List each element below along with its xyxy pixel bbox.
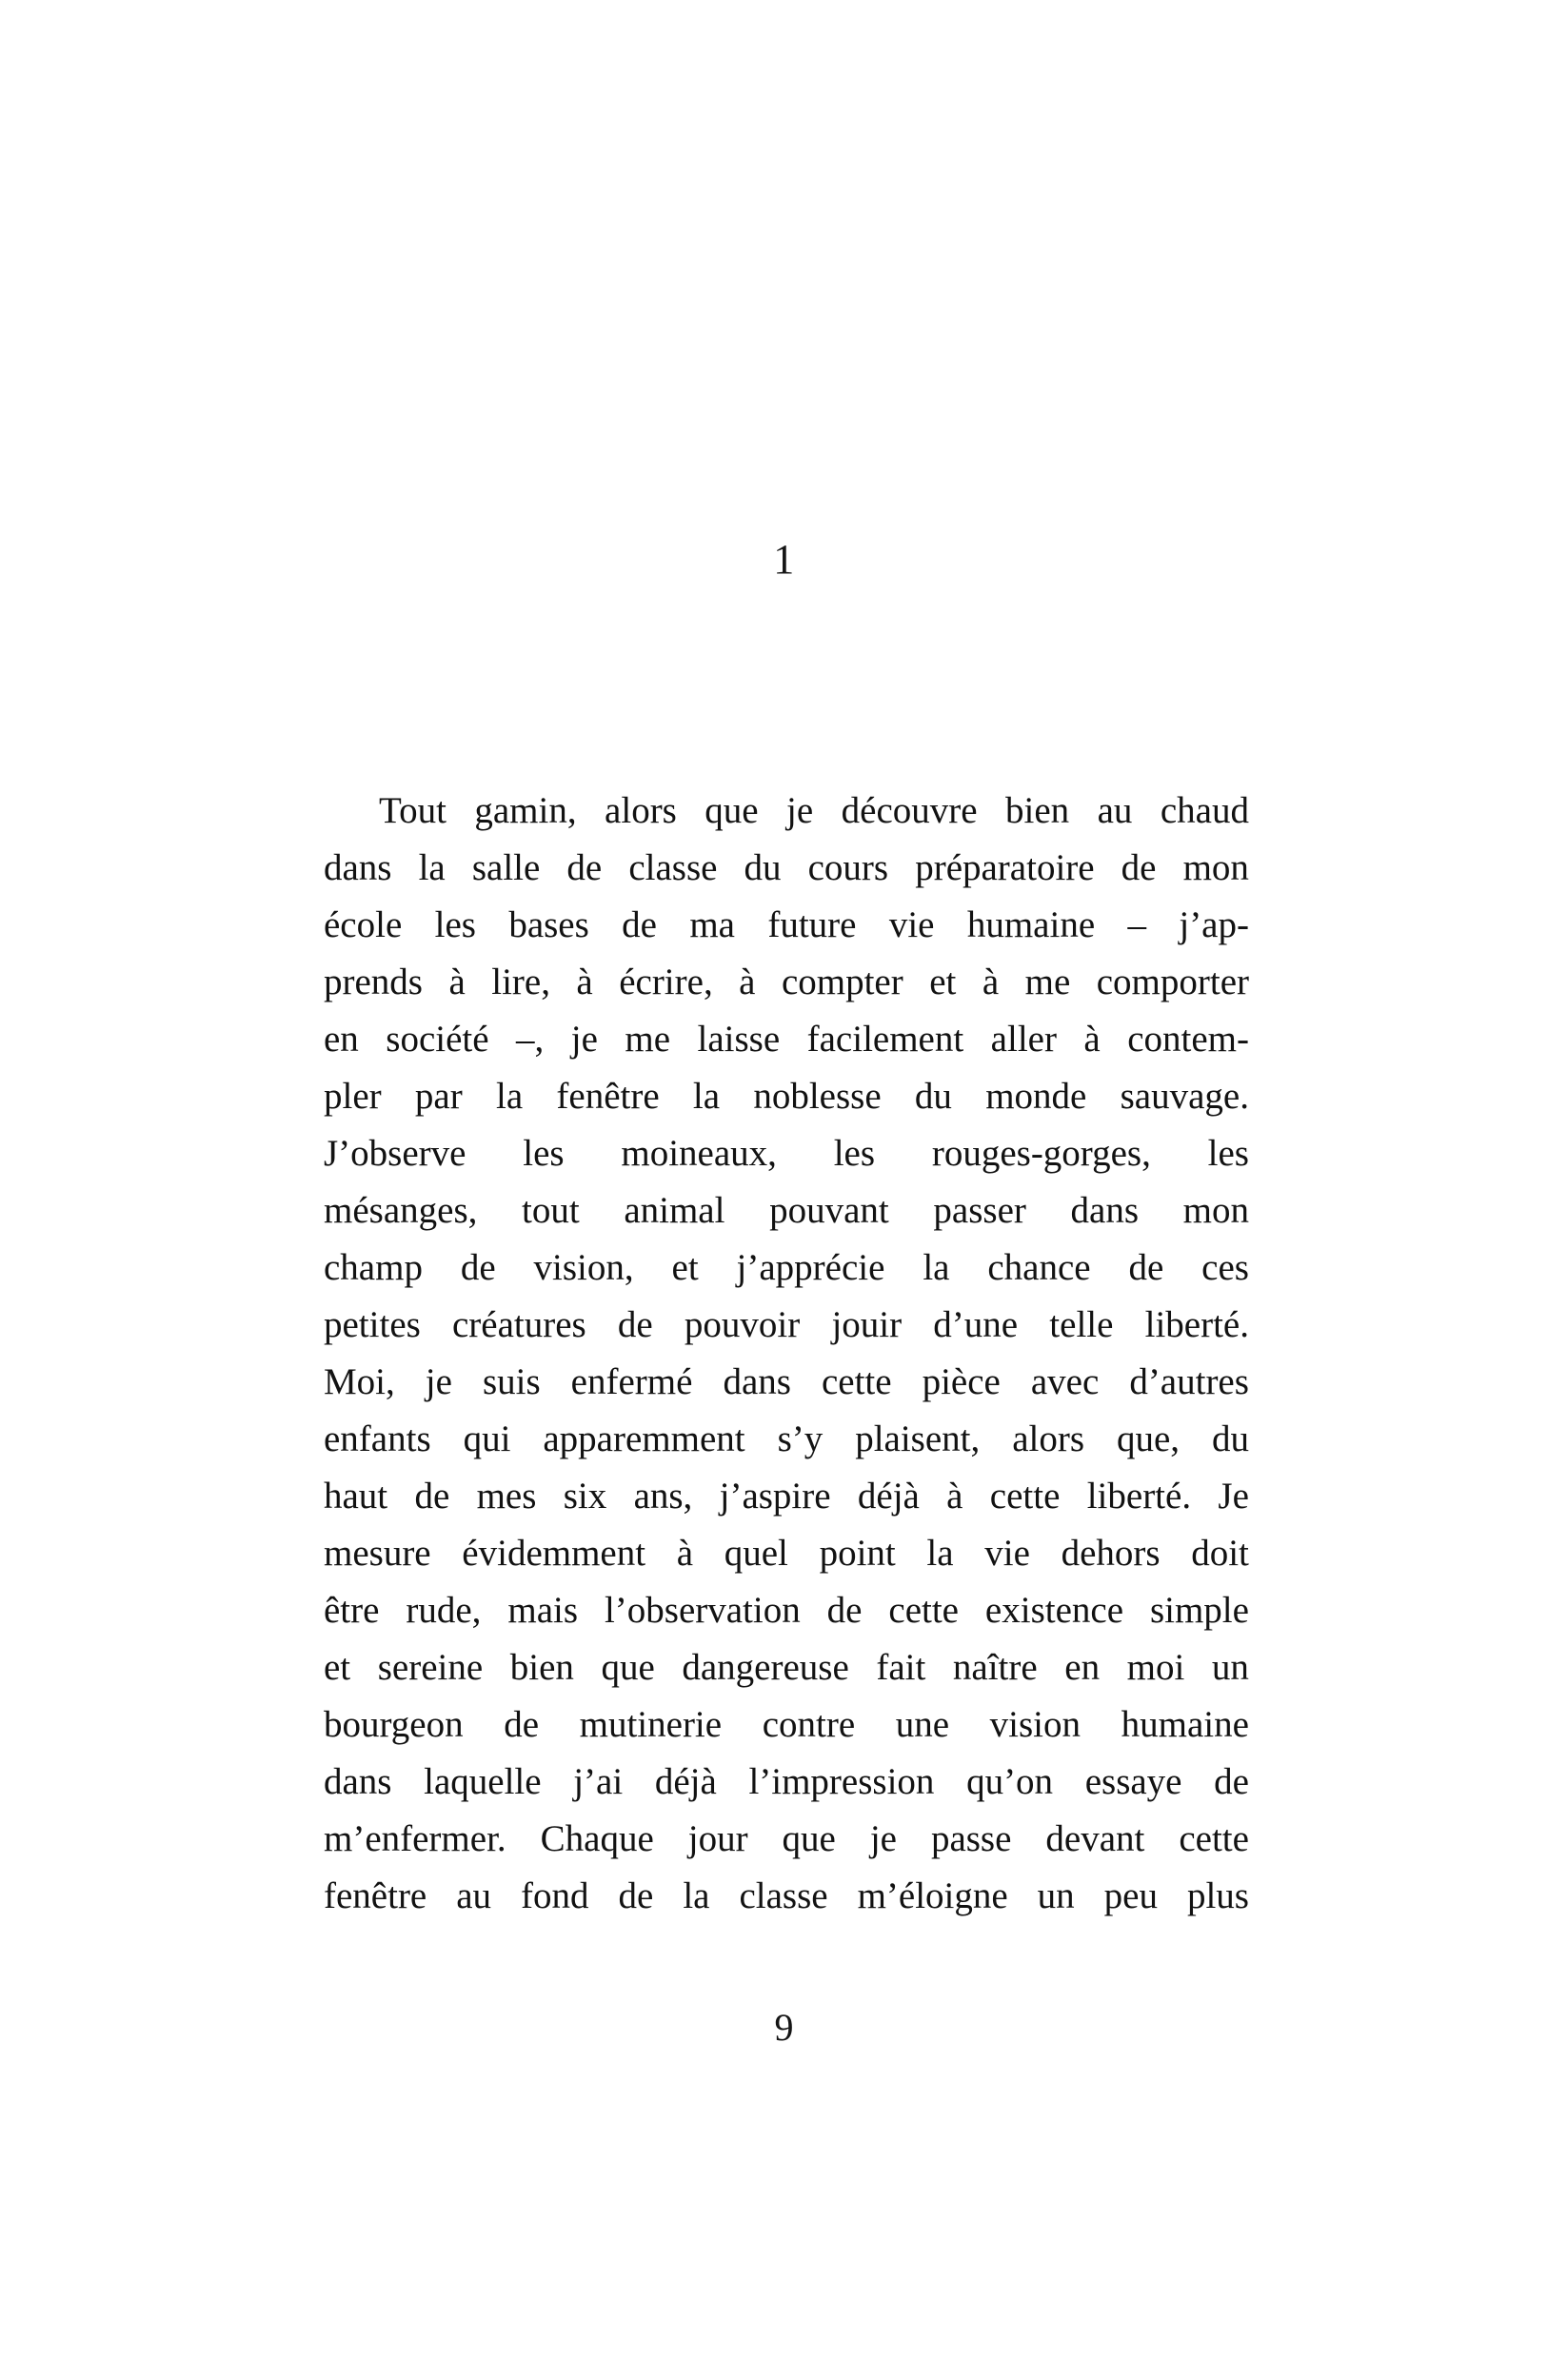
body-word: à xyxy=(576,962,593,1002)
body-word: contre xyxy=(762,1704,856,1745)
body-word: comporter xyxy=(1096,962,1249,1002)
body-word: en xyxy=(1064,1647,1101,1688)
body-word: mon xyxy=(1182,1190,1249,1231)
body-word: j’apprécie xyxy=(736,1247,885,1288)
body-paragraph xyxy=(324,783,1249,1925)
body-word: à xyxy=(448,962,466,1002)
body-word: l’impression xyxy=(748,1761,935,1802)
body-word: école xyxy=(324,904,403,945)
body-word: à xyxy=(676,1533,694,1574)
body-word: humaine xyxy=(1121,1704,1249,1745)
body-word: les xyxy=(523,1133,565,1174)
body-word: telle xyxy=(1049,1304,1114,1345)
body-word: par xyxy=(414,1076,463,1117)
body-word: de xyxy=(826,1590,863,1631)
body-word: évidemment xyxy=(462,1533,646,1574)
body-line xyxy=(324,1411,1249,1468)
body-word: qu’on xyxy=(966,1761,1054,1802)
body-line xyxy=(324,1354,1249,1411)
body-line xyxy=(324,1582,1249,1639)
chapter-number: 1 xyxy=(773,536,795,583)
body-word: Je xyxy=(1218,1476,1249,1517)
body-word: cette xyxy=(989,1476,1061,1517)
body-line xyxy=(324,1754,1249,1811)
body-word: fond xyxy=(521,1875,589,1916)
body-word: qui xyxy=(463,1418,511,1459)
body-word: à xyxy=(982,962,1000,1002)
body-word: la xyxy=(683,1875,710,1916)
body-word: peu xyxy=(1103,1875,1158,1916)
body-word: ma xyxy=(689,904,735,945)
body-word: jour xyxy=(687,1818,748,1859)
body-word: dans xyxy=(324,1761,392,1802)
body-word: à xyxy=(1083,1019,1101,1060)
body-line xyxy=(324,1868,1249,1925)
body-word: essaye xyxy=(1084,1761,1182,1802)
body-word: un xyxy=(1211,1647,1249,1688)
body-word: cours xyxy=(807,847,889,888)
body-word: devant xyxy=(1045,1818,1145,1859)
body-word: cette xyxy=(1179,1818,1249,1859)
body-word: chaud xyxy=(1160,790,1249,831)
body-word: fait xyxy=(876,1647,926,1688)
body-word: vie xyxy=(888,904,935,945)
body-word: noblesse xyxy=(753,1076,882,1117)
body-word: suis xyxy=(482,1361,541,1402)
body-word: dans xyxy=(324,847,392,888)
body-line xyxy=(324,1696,1249,1754)
body-word: monde xyxy=(985,1076,1087,1117)
body-word: haut xyxy=(324,1476,388,1517)
body-line xyxy=(324,1811,1249,1868)
body-word: d’une xyxy=(933,1304,1019,1345)
body-word: et xyxy=(929,962,957,1002)
body-word: rouges-gorges, xyxy=(931,1133,1151,1174)
body-word: que xyxy=(601,1647,655,1688)
body-word: les xyxy=(434,904,476,945)
body-word: tout xyxy=(522,1190,580,1231)
body-word: passer xyxy=(933,1190,1026,1231)
body-word: classe xyxy=(739,1875,828,1916)
body-word: facilement xyxy=(806,1019,964,1060)
body-word: l’observation xyxy=(604,1590,801,1631)
body-word: que xyxy=(782,1818,836,1859)
body-word: dans xyxy=(723,1361,791,1402)
body-word: animal xyxy=(624,1190,725,1231)
body-word: mésanges, xyxy=(324,1190,478,1231)
body-word: au xyxy=(456,1875,492,1916)
body-word: je xyxy=(570,1019,598,1060)
body-word: découvre xyxy=(841,790,978,831)
body-word: je xyxy=(425,1361,452,1402)
body-word: mes xyxy=(476,1476,537,1517)
body-word: de xyxy=(1128,1247,1164,1288)
page-number-folio: 9 xyxy=(774,2006,794,2049)
body-line xyxy=(324,954,1249,1011)
body-word: pouvoir xyxy=(684,1304,801,1345)
body-word: les xyxy=(1207,1133,1249,1174)
body-word: la xyxy=(923,1247,950,1288)
body-word: me xyxy=(625,1019,671,1060)
body-word: rude, xyxy=(406,1590,482,1631)
body-word: du xyxy=(744,847,782,888)
body-word: naître xyxy=(952,1647,1038,1688)
body-line xyxy=(324,1297,1249,1354)
body-word: société xyxy=(386,1019,489,1060)
body-word: d’autres xyxy=(1129,1361,1249,1402)
body-word: laisse xyxy=(697,1019,781,1060)
body-word: je xyxy=(869,1818,897,1859)
body-word: préparatoire xyxy=(915,847,1095,888)
body-word: alors xyxy=(605,790,677,831)
body-word: mutinerie xyxy=(579,1704,723,1745)
body-word: avec xyxy=(1030,1361,1100,1402)
body-word: –, xyxy=(516,1019,545,1060)
body-word: chance xyxy=(987,1247,1091,1288)
body-word: six xyxy=(563,1476,607,1517)
body-word: J’observe xyxy=(324,1133,466,1174)
body-word: de xyxy=(566,847,603,888)
body-line xyxy=(324,1011,1249,1068)
body-word: cette xyxy=(888,1590,959,1631)
body-word: petites xyxy=(324,1304,421,1345)
body-word: me xyxy=(1024,962,1071,1002)
body-word: la xyxy=(692,1076,721,1117)
body-word: dangereuse xyxy=(682,1647,849,1688)
body-word: à xyxy=(946,1476,963,1517)
body-word: mon xyxy=(1182,847,1249,888)
body-word: cette xyxy=(821,1361,892,1402)
body-word: moineaux, xyxy=(621,1133,777,1174)
body-word: lire, xyxy=(491,962,550,1002)
body-word: de xyxy=(622,904,657,945)
body-word: quel xyxy=(724,1533,788,1574)
body-word: contem- xyxy=(1127,1019,1249,1060)
body-word: salle xyxy=(471,847,541,888)
body-word: gamin, xyxy=(474,790,577,831)
body-word: future xyxy=(767,904,857,945)
body-word: aller xyxy=(990,1019,1057,1060)
body-word: à xyxy=(739,962,756,1002)
body-word: laquelle xyxy=(424,1761,542,1802)
body-word: s’y xyxy=(777,1418,824,1459)
body-word: déjà xyxy=(857,1476,920,1517)
body-line xyxy=(324,897,1249,954)
body-word: de xyxy=(1121,847,1157,888)
body-word: de xyxy=(617,1304,653,1345)
body-line xyxy=(324,1068,1249,1125)
body-word: la xyxy=(418,847,446,888)
body-word: bases xyxy=(508,904,589,945)
body-word: champ xyxy=(324,1247,423,1288)
body-word: créatures xyxy=(452,1304,586,1345)
body-word: mesure xyxy=(324,1533,431,1574)
body-word: un xyxy=(1037,1875,1075,1916)
body-word: alors xyxy=(1012,1418,1085,1459)
body-word: ans, xyxy=(633,1476,693,1517)
body-word: prends xyxy=(324,962,423,1002)
body-word: liberté. xyxy=(1144,1304,1249,1345)
body-word: fenêtre xyxy=(556,1076,660,1117)
body-line xyxy=(324,1639,1249,1696)
body-line xyxy=(324,1240,1249,1297)
body-word: ces xyxy=(1201,1247,1249,1288)
body-word: pler xyxy=(324,1076,382,1117)
body-word: liberté. xyxy=(1086,1476,1192,1517)
body-word: point xyxy=(819,1533,896,1574)
body-word: pièce xyxy=(922,1361,1001,1402)
body-line xyxy=(324,840,1249,897)
body-word: – xyxy=(1127,904,1146,945)
body-word: du xyxy=(1211,1418,1249,1459)
body-word: fenêtre xyxy=(324,1875,427,1916)
body-word: j’ai xyxy=(573,1761,624,1802)
body-word: du xyxy=(914,1076,952,1117)
body-word: m’éloigne xyxy=(857,1875,1008,1916)
body-word: jouir xyxy=(831,1304,903,1345)
body-line xyxy=(324,1125,1249,1182)
body-word: de xyxy=(414,1476,450,1517)
body-word: que, xyxy=(1116,1418,1181,1459)
body-line xyxy=(324,783,1249,840)
body-word: classe xyxy=(628,847,718,888)
body-word: m’enfermer. xyxy=(324,1818,506,1859)
body-word: sereine xyxy=(377,1647,484,1688)
body-word: j’ap- xyxy=(1179,904,1249,945)
body-line xyxy=(324,1525,1249,1582)
body-word: je xyxy=(786,790,814,831)
body-word: être xyxy=(324,1590,380,1631)
body-word: bien xyxy=(509,1647,574,1688)
body-word: de xyxy=(618,1875,654,1916)
body-word: enfants xyxy=(324,1418,431,1459)
body-word: de xyxy=(460,1247,496,1288)
body-word: moi xyxy=(1126,1647,1185,1688)
body-word: de xyxy=(504,1704,540,1745)
body-word: humaine xyxy=(966,904,1096,945)
body-word: existence xyxy=(984,1590,1124,1631)
body-word: Chaque xyxy=(540,1818,654,1859)
body-word: déjà xyxy=(654,1761,717,1802)
body-word: sauvage. xyxy=(1120,1076,1249,1117)
body-line xyxy=(324,1182,1249,1240)
body-word: Tout xyxy=(379,790,447,831)
body-word: bourgeon xyxy=(324,1704,464,1745)
body-word: de xyxy=(1214,1761,1249,1802)
body-word: vision xyxy=(989,1704,1082,1745)
body-word: la xyxy=(495,1076,524,1117)
body-word: j’aspire xyxy=(719,1476,831,1517)
body-word: enfermé xyxy=(570,1361,693,1402)
body-word: et xyxy=(324,1647,351,1688)
body-word: compter xyxy=(781,962,903,1002)
body-word: bien xyxy=(1005,790,1070,831)
body-word: la xyxy=(926,1533,954,1574)
body-word: au xyxy=(1097,790,1133,831)
body-word: dehors xyxy=(1061,1533,1161,1574)
body-word: doit xyxy=(1191,1533,1249,1574)
body-word: plus xyxy=(1186,1875,1249,1916)
body-word: passe xyxy=(930,1818,1012,1859)
body-word: dans xyxy=(1070,1190,1140,1231)
body-word: pouvant xyxy=(769,1190,889,1231)
body-word: une xyxy=(895,1704,950,1745)
body-word: les xyxy=(833,1133,876,1174)
body-word: en xyxy=(324,1019,359,1060)
body-word: plaisent, xyxy=(855,1418,981,1459)
body-word: écrire, xyxy=(619,962,713,1002)
body-line xyxy=(324,1468,1249,1525)
body-word: Moi, xyxy=(324,1361,395,1402)
body-word: vie xyxy=(984,1533,1030,1574)
body-word: vision, xyxy=(533,1247,634,1288)
body-word: simple xyxy=(1149,1590,1249,1631)
body-word: et xyxy=(671,1247,699,1288)
body-word: apparemment xyxy=(543,1418,745,1459)
body-word: que xyxy=(705,790,759,831)
body-word: mais xyxy=(507,1590,579,1631)
